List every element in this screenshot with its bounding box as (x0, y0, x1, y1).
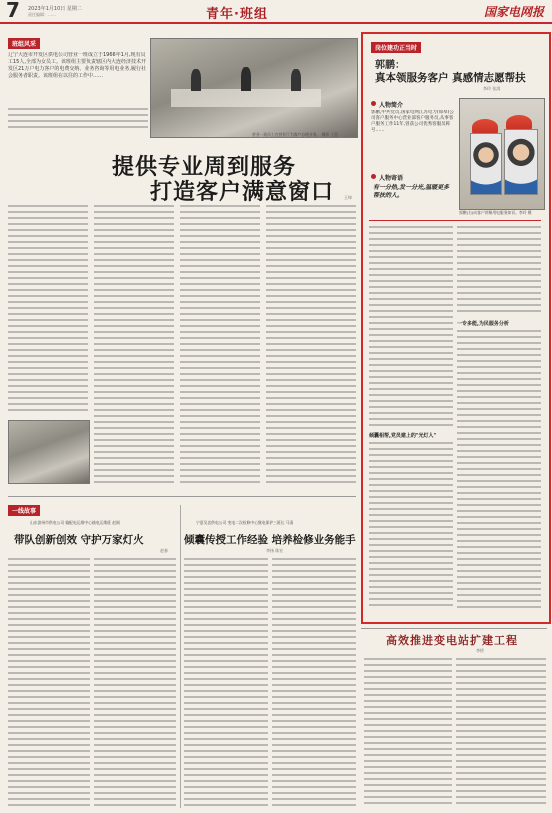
section-title: 青年·班组 (206, 7, 268, 22)
feature-divider (369, 220, 541, 221)
feature-headline: 真本领服务客户 真感情志愿帮扶 (375, 72, 526, 84)
editor-line: 责任编辑：…… (28, 12, 56, 17)
story-byline: 王坤 (344, 195, 352, 200)
headline-line2: 打造客户满意窗口 (150, 180, 335, 205)
service-hall-photo (150, 38, 358, 138)
page-header (0, 0, 552, 24)
story-lead: 辽宁大连市开发区供电公司营业一班成立于1966年1月,现有员工15人,全部为女员工。该班组主要负责辖区内大连经济技术开发区21万户电力客户的电费交纳、业务咨询等用电业务,履行社会服务者职责。该班组在以往的工作中…… (8, 52, 146, 79)
worker-photo (459, 98, 545, 210)
feature-photo-caption: 郭鹏(右)向客户讲解用电服务知识。李玲 摄 (459, 210, 532, 215)
feature-subhead-3: 一专多能,为民服务分析 (457, 321, 509, 327)
bottom-left-byline: 赵春 (160, 548, 168, 553)
story-tag: 班组风采 (8, 38, 40, 49)
page-number: 7 (6, 0, 20, 22)
profile-text: 郭鹏,中共党员,国家电网江苏电力(如皋)公司客户服务中心营业部客户服务员,从事客户服务工作11年,曾获公司优秀客服员称号…… (371, 110, 454, 133)
masthead-logo: 国家电网报 (483, 5, 544, 19)
column-divider (180, 505, 181, 808)
text-block (8, 108, 148, 130)
text-column-6 (94, 558, 176, 808)
bottom-mid-headline: 倾囊传授工作经验 培养检修业务能手 (184, 534, 356, 546)
bottom-left-headline: 带队创新创效 守护万家灯火 (14, 534, 144, 546)
section-divider (8, 496, 356, 497)
text-column-3 (180, 205, 260, 485)
bottom-mid-byline: 李扬 陈宏 (266, 548, 284, 553)
bottom-right-headline: 高效推进变电站扩建工程 (386, 634, 518, 647)
quote-icon (371, 174, 376, 179)
bottom-right-divider (361, 628, 547, 629)
feature-subhead-1: 倾囊相帮,党员建上的"光灯人" (369, 433, 437, 439)
feature-name: 郭鹏： (375, 60, 405, 71)
headline-line1: 提供专业周到服务 (112, 155, 297, 180)
feature-text-col-3 (457, 330, 541, 610)
profile-icon (371, 101, 376, 106)
feature-box (361, 32, 551, 624)
bottom-tag: 一线故事 (8, 505, 40, 516)
text-column-4 (266, 205, 356, 485)
quote-text: 有一分热,发一分光,温暖更多帮扶的人。 (373, 184, 450, 199)
photo-caption: 营业一班员工在营业厅为客户办理业务。 摄影 王恩 (252, 132, 338, 137)
text-column-5 (8, 558, 90, 808)
quote-label: 人物寄语 (379, 175, 404, 182)
small-photo (8, 420, 90, 484)
feature-text-col-4 (369, 442, 453, 610)
bottom-mid-intro: 宁夏吴忠供电公司 变电二次检修中心继电保护三班长 马清 (196, 520, 294, 525)
feature-text-col-1 (369, 226, 453, 426)
profile-label: 人物简介 (379, 102, 404, 109)
feature-tag: 岗位建功正当时 (371, 42, 421, 53)
text-column-1 (8, 205, 88, 415)
text-column-7 (184, 558, 268, 808)
feature-text-col-2 (457, 226, 541, 316)
text-column-9 (364, 658, 452, 808)
feature-byline: 李玲 张淇 (483, 86, 501, 91)
issue-date: 2023年1月10日 星期二 (28, 6, 82, 12)
bottom-left-intro: 山东滨州市供电公司 输配电运维中心输电运维班 赵刚 (30, 520, 120, 525)
text-column-2 (94, 205, 174, 485)
text-column-10 (456, 658, 546, 808)
text-column-8 (272, 558, 356, 808)
bottom-right-byline: 李桥 (476, 648, 484, 653)
